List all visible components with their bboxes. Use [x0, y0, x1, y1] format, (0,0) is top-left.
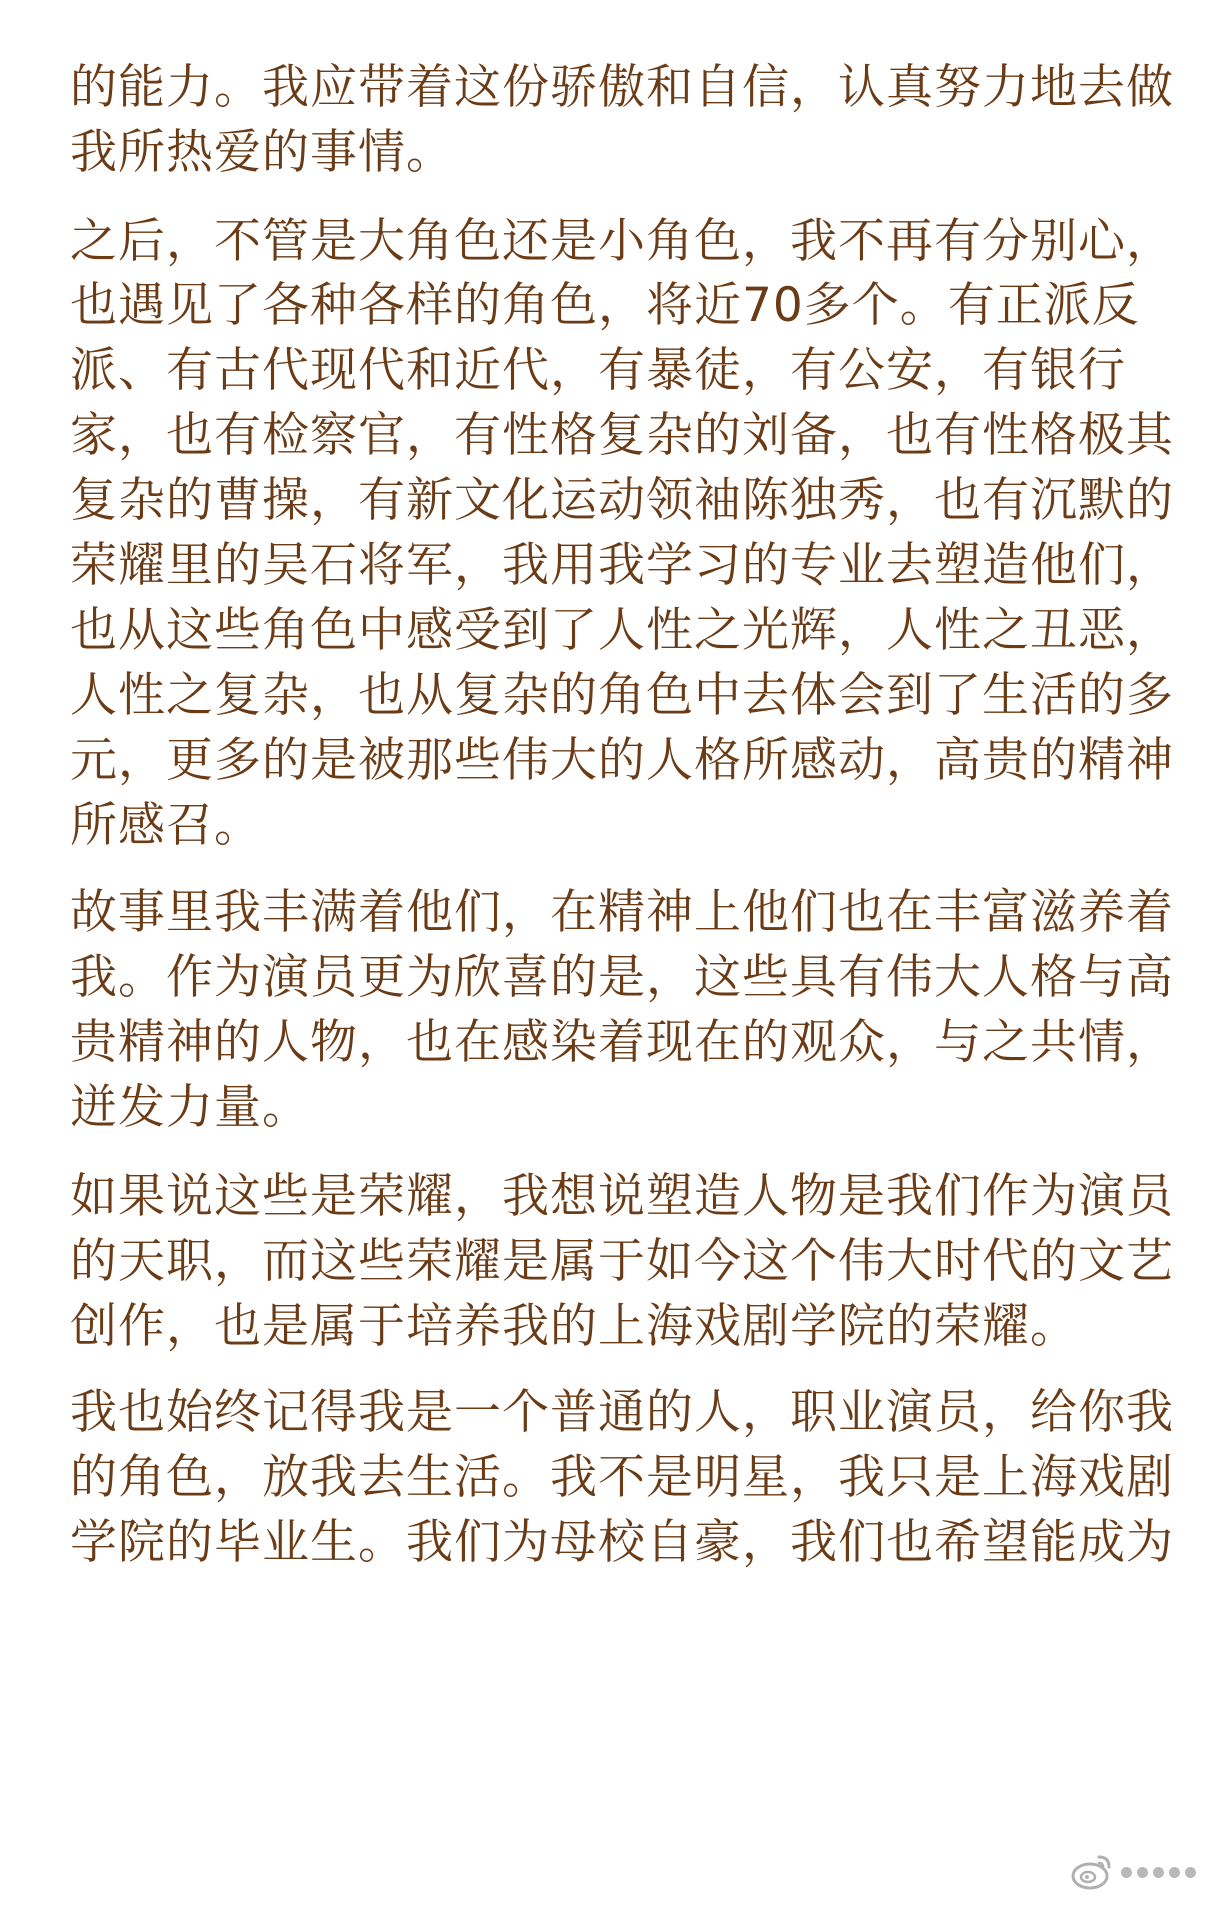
text-line: 所感召。 [70, 798, 262, 853]
text-line: 我也始终记得我是一个普通的人，职业演员，给你我 [70, 1385, 1174, 1440]
text-line: 的天职，而这些荣耀是属于如今这个伟大时代的文艺 [70, 1234, 1174, 1289]
weibo-logo-icon [1069, 1849, 1115, 1895]
text-line: 荣耀里的吴石将军，我用我学习的专业去塑造他们， [70, 538, 1174, 593]
text-line: 也遇见了各种各样的角色，将近70多个。有正派反 [70, 278, 1140, 333]
text-line: 创作，也是属于培养我的上海戏剧学院的荣耀。 [70, 1299, 1078, 1354]
text-line: 贵精神的人物，也在感染着现在的观众，与之共情， [70, 1015, 1174, 1070]
text-line: 人性之复杂，也从复杂的角色中去体会到了生活的多 [70, 668, 1174, 723]
text-line: 元，更多的是被那些伟大的人格所感动，高贵的精神 [70, 733, 1174, 788]
text-line: 如果说这些是荣耀，我想说塑造人物是我们作为演员 [70, 1169, 1174, 1224]
text-line: 故事里我丰满着他们，在精神上他们也在丰富滋养着 [70, 885, 1174, 940]
text-line: 之后，不管是大角色还是小角色，我不再有分别心， [70, 214, 1174, 269]
more-dots-icon [1121, 1867, 1196, 1878]
text-line: 的角色，放我去生活。我不是明星，我只是上海戏剧 [70, 1450, 1174, 1505]
text-line: 的能力。我应带着这份骄傲和自信，认真努力地去做 [70, 60, 1174, 115]
weibo-watermark [1059, 1838, 1206, 1906]
text-line: 家，也有检察官，有性格复杂的刘备，也有性格极其 [70, 408, 1174, 463]
text-line: 也从这些角色中感受到了人性之光辉，人性之丑恶， [70, 603, 1174, 658]
text-line: 学院的毕业生。我们为母校自豪，我们也希望能成为 [70, 1515, 1174, 1570]
text-line: 迸发力量。 [70, 1080, 310, 1135]
text-line: 复杂的曹操，有新文化运动领袖陈独秀，也有沉默的 [70, 473, 1174, 528]
text-line: 我所热爱的事情。 [70, 125, 454, 180]
text-line: 我。作为演员更为欣喜的是，这些具有伟大人格与高 [70, 950, 1174, 1005]
text-line: 派、有古代现代和近代，有暴徒，有公安，有银行 [70, 343, 1126, 398]
